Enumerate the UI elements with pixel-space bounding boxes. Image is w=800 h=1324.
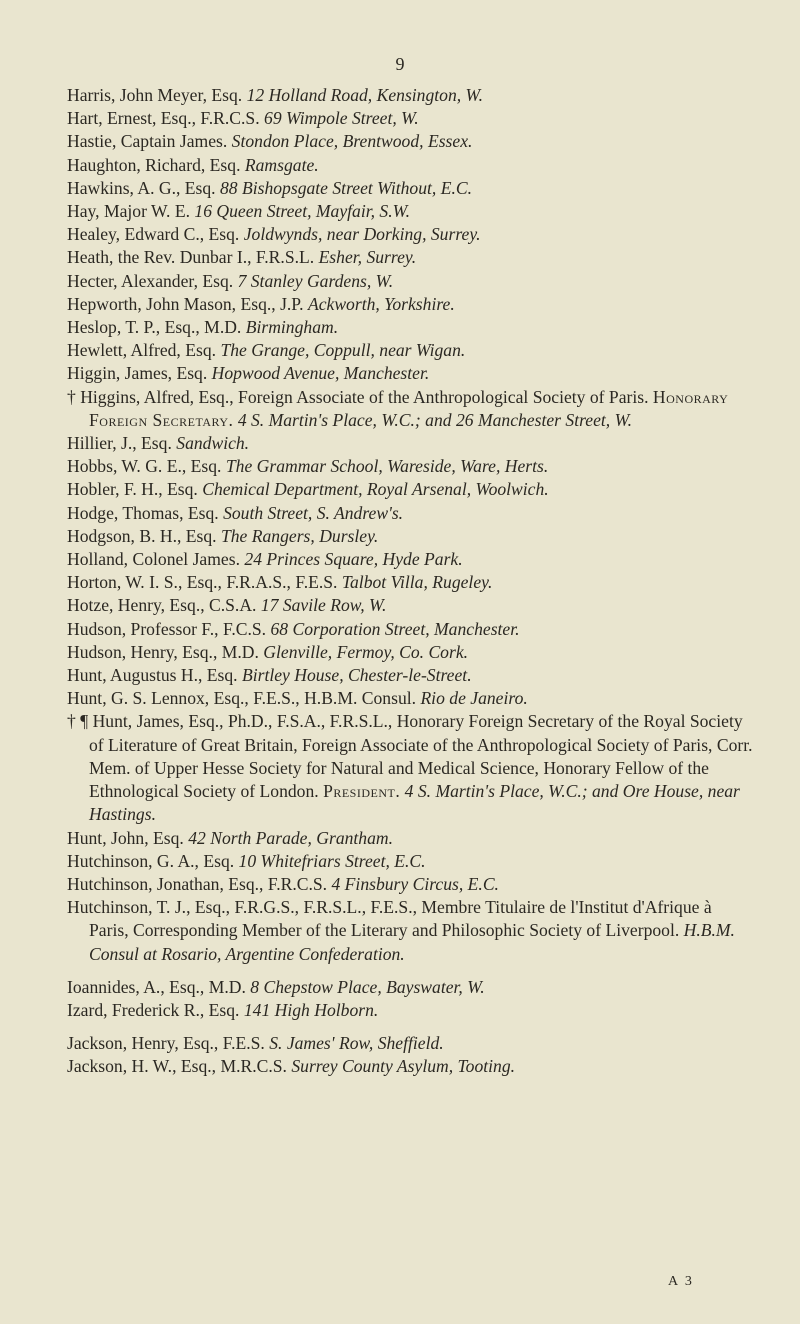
- member-entry: [67, 502, 755, 525]
- member-name: Izard, Frederick R., Esq.: [67, 999, 240, 1020]
- member-name: Hudson, Henry, Esq., M.D.: [67, 641, 259, 662]
- member-address: The Rangers, Dursley.: [220, 525, 379, 546]
- member-entry: [67, 293, 755, 316]
- member-address: 4 S. Martin's Place, W.C.; and 26 Manchester Street, W.: [237, 409, 633, 430]
- member-address: Ackworth, Yorkshire.: [307, 293, 455, 314]
- member-entry: [67, 618, 755, 641]
- member-entry: [67, 827, 755, 850]
- member-address: Esher, Surrey.: [318, 247, 417, 268]
- member-entry: [67, 200, 755, 223]
- member-address: 24 Princes Square, Hyde Park.: [244, 549, 463, 570]
- member-address: 4 Finsbury Circus, E.C.: [331, 873, 499, 894]
- member-address: Ramsgate.: [244, 154, 319, 175]
- member-name: Hotze, Henry, Esq., C.S.A.: [67, 595, 257, 616]
- member-name: Horton, W. I. S., Esq., F.R.A.S., F.E.S.: [67, 572, 338, 593]
- member-name: Hunt, G. S. Lennox, Esq., F.E.S., H.B.M. Consul.: [67, 688, 417, 709]
- member-name: Hobbs, W. G. E., Esq.: [67, 456, 222, 477]
- member-address: 141 High Holborn.: [243, 999, 379, 1020]
- member-name: Hecter, Alexander, Esq.: [67, 270, 234, 291]
- member-entry: [67, 525, 755, 548]
- member-name: Hudson, Professor F., F.C.S.: [67, 618, 267, 639]
- member-name: Harris, John Meyer, Esq.: [67, 85, 243, 105]
- member-entry: [67, 873, 755, 896]
- member-name: Healey, Edward C., Esq.: [67, 224, 240, 245]
- member-office: Honorary Foreign Secretary.: [89, 386, 729, 430]
- member-address: Birmingham.: [245, 317, 339, 338]
- member-name: Haughton, Richard, Esq.: [67, 154, 241, 175]
- member-name: Hutchinson, Jonathan, Esq., F.R.C.S.: [67, 873, 328, 894]
- signature-mark: A 3: [668, 1274, 694, 1289]
- member-entry: [67, 455, 755, 478]
- member-address: Stondon Place, Brentwood, Essex.: [231, 131, 473, 152]
- member-name: Hillier, J., Esq.: [67, 433, 172, 454]
- member-name: Higgin, James, Esq.: [67, 363, 208, 384]
- member-entry: [67, 339, 755, 362]
- member-entry: [67, 850, 755, 873]
- member-entry: [67, 641, 755, 664]
- member-name: Hutchinson, G. A., Esq.: [67, 850, 235, 871]
- member-entry: [67, 223, 755, 246]
- member-address: Glenville, Fermoy, Co. Cork.: [263, 641, 469, 662]
- member-entry: [67, 571, 755, 594]
- member-entry: [67, 710, 755, 826]
- member-address: 88 Bishopsgate Street Without, E.C.: [219, 177, 472, 198]
- member-entry: [67, 976, 755, 999]
- member-name: Hewlett, Alfred, Esq.: [67, 340, 217, 361]
- member-entry: [67, 594, 755, 617]
- page-number: 9: [395, 54, 405, 74]
- member-entry: [67, 999, 755, 1022]
- member-address: Sandwich.: [176, 433, 250, 454]
- member-name: Ioannides, A., Esq., M.D.: [67, 976, 246, 997]
- member-address: The Grammar School, Wareside, Ware, Herts.: [225, 456, 549, 477]
- member-mark: † ¶: [67, 711, 89, 732]
- member-address: The Grange, Coppull, near Wigan.: [220, 340, 466, 361]
- member-address: 7 Stanley Gardens, W.: [237, 270, 394, 291]
- member-address: Joldwynds, near Dorking, Surrey.: [243, 224, 481, 245]
- member-entry: [67, 1055, 755, 1078]
- member-address: 16 Queen Street, Mayfair, S.W.: [194, 201, 411, 222]
- member-address: 17 Savile Row, W.: [260, 595, 387, 616]
- member-entry: [67, 432, 755, 455]
- member-entry: [67, 130, 755, 153]
- member-address: Talbot Villa, Rugeley.: [341, 572, 493, 593]
- member-name: Hepworth, John Mason, Esq., J.P.: [67, 293, 304, 314]
- member-name: Jackson, H. W., Esq., M.R.C.S.: [67, 1056, 287, 1077]
- member-name: Hodge, Thomas, Esq.: [67, 502, 219, 523]
- member-name: Higgins, Alfred, Esq., Foreign Associate of the Anthropological Society of Paris.: [80, 386, 649, 407]
- member-address: Chemical Department, Royal Arsenal, Woolwich.: [202, 479, 549, 500]
- member-entry: [67, 896, 755, 966]
- member-name: Jackson, Henry, Esq., F.E.S.: [67, 1033, 265, 1054]
- member-entry: [67, 478, 755, 501]
- member-name: Hunt, John, Esq.: [67, 827, 184, 848]
- member-name: Hunt, Augustus H., Esq.: [67, 665, 238, 686]
- member-address: South Street, S. Andrew's.: [223, 502, 404, 523]
- member-name: Hastie, Captain James.: [67, 131, 228, 152]
- member-entry: [67, 84, 755, 107]
- member-address: Hopwood Avenue, Manchester.: [211, 363, 430, 384]
- member-name: Hay, Major W. E.: [67, 201, 190, 222]
- member-entry: [67, 270, 755, 293]
- member-address: Rio de Janeiro.: [420, 688, 528, 709]
- member-entry: [67, 548, 755, 571]
- member-list: [67, 84, 755, 1079]
- member-office: President.: [323, 781, 401, 802]
- member-name: Holland, Colonel James.: [67, 549, 240, 570]
- member-address: 10 Whitefriars Street, E.C.: [238, 850, 426, 871]
- member-address: H.B.M. Consul at Rosario, Argentine Confederation.: [89, 920, 735, 964]
- member-entry: [67, 1032, 755, 1055]
- member-address: 69 Wimpole Street, W.: [264, 108, 419, 129]
- member-entry: [67, 386, 755, 432]
- member-address: 8 Chepstow Place, Bayswater, W.: [250, 976, 485, 997]
- member-name: Hutchinson, T. J., Esq., F.R.G.S., F.R.S.L., F.E.S., Membre Titulaire de l'Institut d'Afrique à Paris, Corresponding Member of the Literary and Philosophic Society of Liverpool.: [67, 897, 712, 941]
- member-entry: [67, 177, 755, 200]
- member-name: Hobler, F. H., Esq.: [67, 479, 198, 500]
- member-address: 42 North Parade, Grantham.: [188, 827, 393, 848]
- member-name: Hodgson, B. H., Esq.: [67, 525, 217, 546]
- member-address: 68 Corporation Street, Manchester.: [270, 618, 520, 639]
- member-entry: [67, 107, 755, 130]
- member-address: Surrey County Asylum, Tooting.: [291, 1056, 516, 1077]
- member-name: Hart, Ernest, Esq., F.R.C.S.: [67, 108, 260, 129]
- member-entry: [67, 316, 755, 339]
- member-entry: [67, 362, 755, 385]
- member-entry: [67, 246, 755, 269]
- member-address: 4 S. Martin's Place, W.C.; and Ore House, near Hastings.: [89, 781, 740, 825]
- member-name: Heath, the Rev. Dunbar I., F.R.S.L.: [67, 247, 315, 268]
- member-address: 12 Holland Road, Kensington, W.: [246, 85, 483, 105]
- member-mark: †: [67, 386, 76, 407]
- member-name: Hawkins, A. G., Esq.: [67, 177, 216, 198]
- member-entry: [67, 664, 755, 687]
- member-name: Hunt, James, Esq., Ph.D., F.S.A., F.R.S.L., Honorary Foreign Secretary of the Royal Society of Literature of Great Britain, Foreign Associate of the Anthropological Society of Paris, Corr. Mem. of Upper Hesse Society for Natural and Medical Science, Honorary Fellow of the Ethnological Society of London.: [89, 711, 753, 802]
- member-address: S. James' Row, Sheffield.: [269, 1033, 444, 1054]
- member-entry: [67, 687, 755, 710]
- member-name: Heslop, T. P., Esq., M.D.: [67, 317, 242, 338]
- member-address: Birtley House, Chester-le-Street.: [241, 665, 472, 686]
- member-entry: [67, 154, 755, 177]
